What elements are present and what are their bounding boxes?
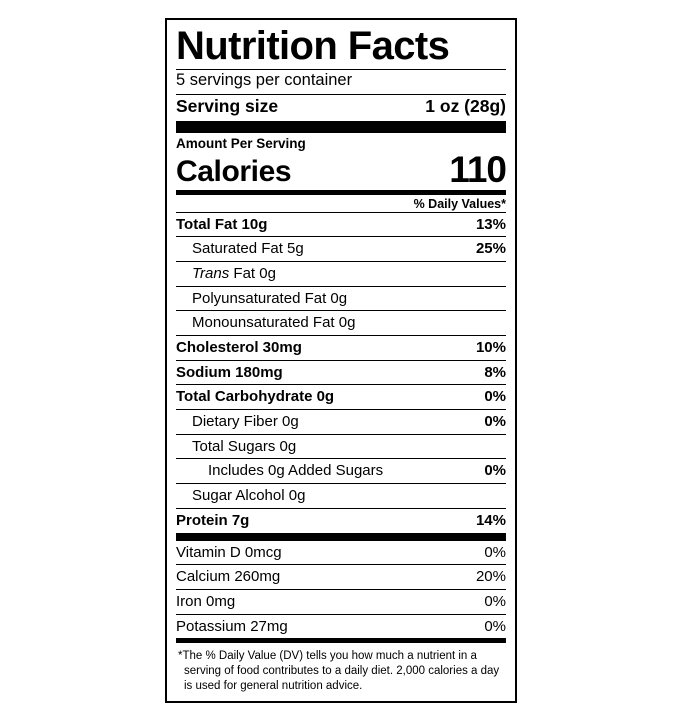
nutrient-row-trans-fat [176, 262, 506, 286]
divider-thick-micronutrients [176, 533, 506, 541]
amount-per-serving-label: Amount Per Serving [176, 135, 306, 151]
nutrient-label: Saturated Fat 5g [192, 240, 304, 258]
nutrient-row-total-fat [176, 213, 506, 237]
micronutrient-dv: 0% [484, 543, 506, 561]
nutrient-row-added-sugars [176, 459, 506, 483]
page-title: Nutrition Facts [176, 24, 450, 68]
nutrient-row-total-sugars [176, 435, 506, 459]
calories-row [176, 148, 506, 190]
nutrient-row-sodium [176, 361, 506, 385]
nutrient-label [176, 265, 276, 283]
nutrient-dv: 8% [484, 363, 506, 381]
nutrient-dv: 13% [475, 215, 506, 233]
nutrient-label: Sugar Alcohol 0g [192, 487, 306, 505]
nutrient-row-polyunsaturated-fat [176, 287, 506, 311]
serving-size-row [176, 95, 506, 121]
trans-italic: Trans [192, 264, 230, 282]
micronutrient-row-calcium [176, 565, 506, 589]
calories-value: 110 [449, 148, 506, 190]
nutrient-row-protein [176, 509, 506, 533]
nutrient-row-cholesterol [176, 336, 506, 360]
nutrient-dv: 25% [475, 240, 506, 258]
nutrient-label: Sodium 180mg [176, 363, 283, 381]
micronutrient-label: Potassium 27mg [176, 617, 288, 635]
micronutrient-row-potassium [176, 615, 506, 639]
daily-value-footnote: *The % Daily Value (DV) tells you how much a nutrient in a serving of food contributes to a daily diet. 2,000 calories a day is used for general nutrition advice. [178, 650, 500, 692]
nutrient-label: Total Fat 10g [176, 215, 268, 233]
nutrient-dv: 10% [475, 339, 506, 357]
serving-size-value: 1 oz (28g) [425, 95, 506, 116]
micronutrient-row-vitamin-d [176, 541, 506, 565]
nutrient-label: Dietary Fiber 0g [192, 413, 299, 431]
nutrient-row-sugar-alcohol [176, 484, 506, 508]
nutrient-dv: 14% [475, 511, 506, 529]
micronutrient-label: Iron 0mg [176, 592, 236, 610]
nutrient-label: Total Sugars 0g [192, 437, 297, 455]
daily-value-header: % Daily Values* [413, 196, 506, 211]
nutrient-dv: 0% [484, 413, 506, 431]
nutrient-dv: 0% [484, 462, 506, 480]
nutrient-label: Cholesterol 30mg [176, 339, 302, 357]
micronutrient-dv: 20% [475, 568, 506, 586]
trans-rest: Fat 0g [229, 264, 276, 282]
nutrient-label: Monounsaturated Fat 0g [192, 314, 356, 332]
servings-per-container: 5 servings per container [176, 70, 353, 89]
nutrition-facts-panel [165, 18, 517, 703]
nutrient-row-dietary-fiber [176, 410, 506, 434]
calories-label: Calories [176, 155, 292, 189]
micronutrient-dv: 0% [484, 592, 506, 610]
micronutrient-label: Calcium 260mg [176, 568, 281, 586]
micronutrient-row-iron [176, 590, 506, 614]
nutrient-label: Total Carbohydrate 0g [176, 388, 335, 406]
micronutrient-dv: 0% [484, 617, 506, 635]
nutrient-label: Protein 7g [176, 511, 250, 529]
micronutrient-label: Vitamin D 0mcg [176, 543, 282, 561]
nutrient-row-saturated-fat [176, 237, 506, 261]
nutrient-label: Includes 0g Added Sugars [208, 462, 384, 480]
nutrient-row-total-carbohydrate [176, 385, 506, 409]
divider-thick-top [176, 121, 506, 133]
nutrient-label: Polyunsaturated Fat 0g [192, 289, 348, 307]
serving-size-label: Serving size [176, 95, 279, 116]
nutrient-row-monounsaturated-fat [176, 311, 506, 335]
nutrient-dv: 0% [484, 388, 506, 406]
